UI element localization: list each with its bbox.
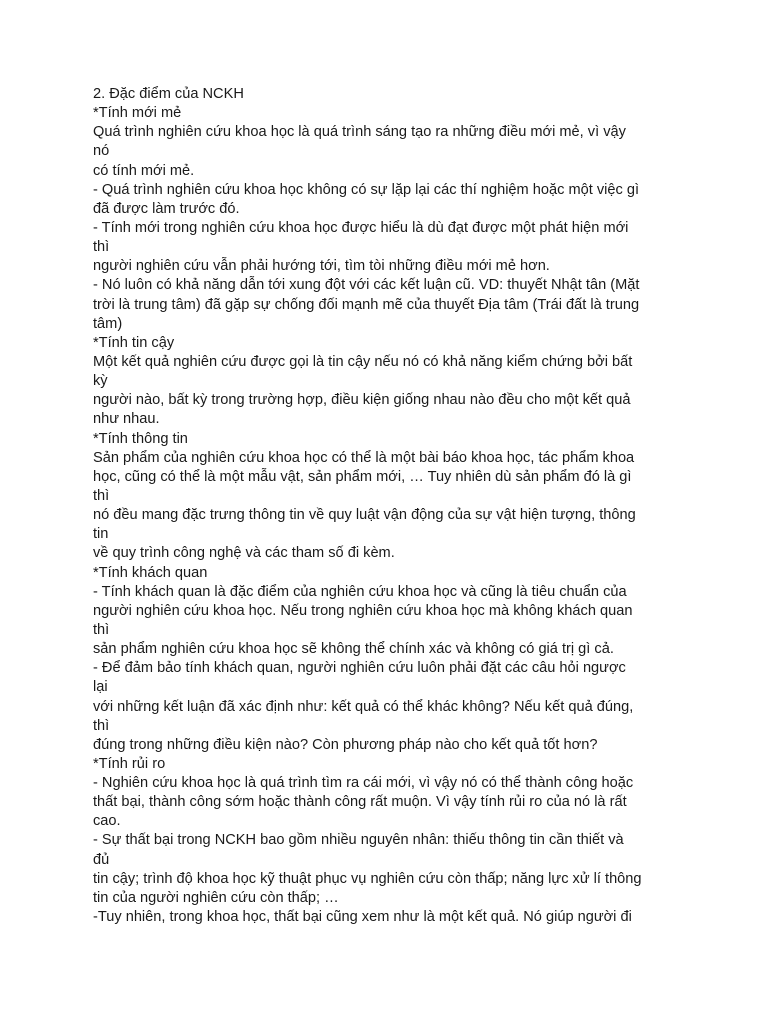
text-line: *Tính khách quan — [93, 564, 208, 581]
text-line: Sản phẩm của nghiên cứu khoa học có thể là một bài báo khoa học, tác phẩm khoa — [93, 449, 635, 466]
text-line: *Tính rủi ro — [93, 755, 166, 772]
text-line: tâm) — [93, 315, 123, 332]
text-line: - Tính khách quan là đặc điểm của nghiên cứu khoa học và cũng là tiêu chuẩn của — [93, 583, 627, 600]
text-line: đủ — [93, 851, 110, 868]
text-line: thì — [93, 487, 110, 504]
text-line: thất bại, thành công sớm hoặc thành công rất muộn. Vì vậy tính rủi ro của nó là rất — [93, 794, 627, 811]
text-line: *Tính mới mẻ — [93, 105, 182, 122]
text-line: học, cũng có thể là một mẫu vật, sản phẩm mới, … Tuy nhiên dù sản phẩm đó là gì — [93, 468, 632, 485]
text-line: - Tính mới trong nghiên cứu khoa học được hiểu là dù đạt được một phát hiện mới — [93, 219, 629, 236]
text-line: *Tính thông tin — [93, 430, 188, 447]
text-line: như nhau. — [93, 411, 160, 428]
text-line: tin của người nghiên cứu còn thấp; … — [93, 889, 339, 906]
text-line: thì — [93, 239, 110, 256]
text-line: người nghiên cứu vẫn phải hướng tới, tìm tòi những điều mới mẻ hơn. — [93, 258, 550, 275]
text-line: - Sự thất bại trong NCKH bao gồm nhiều nguyên nhân: thiếu thông tin cần thiết và — [93, 832, 624, 849]
text-line: với những kết luận đã xác định như: kết quả có thể khác không? Nếu kết quả đúng, — [93, 698, 634, 715]
text-line: lại — [93, 679, 108, 696]
text-line: -Tuy nhiên, trong khoa học, thất bại cũng xem như là một kết quả. Nó giúp người đi — [93, 909, 632, 926]
text-line: người nghiên cứu khoa học. Nếu trong nghiên cứu khoa học mà không khách quan — [93, 602, 633, 619]
text-line: - Quá trình nghiên cứu khoa học không có sự lặp lại các thí nghiệm hoặc một việc gì — [93, 181, 640, 198]
text-line: Quá trình nghiên cứu khoa học là quá trình sáng tạo ra những điều mới mẻ, vì vậy — [93, 124, 626, 141]
text-line: tin cậy; trình độ khoa học kỹ thuật phục vụ nghiên cứu còn thấp; năng lực xử lí thông — [93, 870, 642, 887]
text-line: thì — [93, 621, 110, 638]
text-line: nó — [93, 143, 110, 160]
text-line: cao. — [93, 813, 121, 830]
text-line: đúng trong những điều kiện nào? Còn phương pháp nào cho kết quả tốt hơn? — [93, 736, 598, 753]
text-line: Một kết quả nghiên cứu được gọi là tin cậy nếu nó có khả năng kiểm chứng bởi bất — [93, 353, 633, 370]
document-text — [93, 85, 693, 927]
text-line: người nào, bất kỳ trong trường hợp, điều kiện giống nhau nào đều cho một kết quả — [93, 392, 631, 409]
text-line: tin — [93, 526, 109, 543]
text-line: đã được làm trước đó. — [93, 200, 240, 217]
text-line: về quy trình công nghệ và các tham số đi kèm. — [93, 545, 395, 562]
text-line: nó đều mang đặc trưng thông tin về quy luật vận động của sự vật hiện tượng, thông — [93, 507, 636, 524]
text-line: trời là trung tâm) đã gặp sự chống đối mạnh mẽ của thuyết Địa tâm (Trái đất là trung — [93, 296, 640, 313]
text-line: 2. Đặc điểm của NCKH — [93, 86, 244, 102]
text-line: thì — [93, 717, 110, 734]
text-line: - Nó luôn có khả năng dẫn tới xung đột với các kết luận cũ. VD: thuyết Nhật tân (Mặt — [93, 277, 640, 294]
text-line: sản phẩm nghiên cứu khoa học sẽ không thể chính xác và không có giá trị gì cả. — [93, 641, 614, 658]
text-line: - Nghiên cứu khoa học là quá trình tìm ra cái mới, vì vậy nó có thể thành công hoặc — [93, 775, 634, 792]
text-line: *Tính tin cậy — [93, 334, 175, 351]
text-line: kỳ — [93, 373, 108, 390]
text-line: có tính mới mẻ. — [93, 162, 195, 179]
text-line: - Để đảm bảo tính khách quan, người nghiên cứu luôn phải đặt các câu hỏi ngược — [93, 660, 626, 677]
